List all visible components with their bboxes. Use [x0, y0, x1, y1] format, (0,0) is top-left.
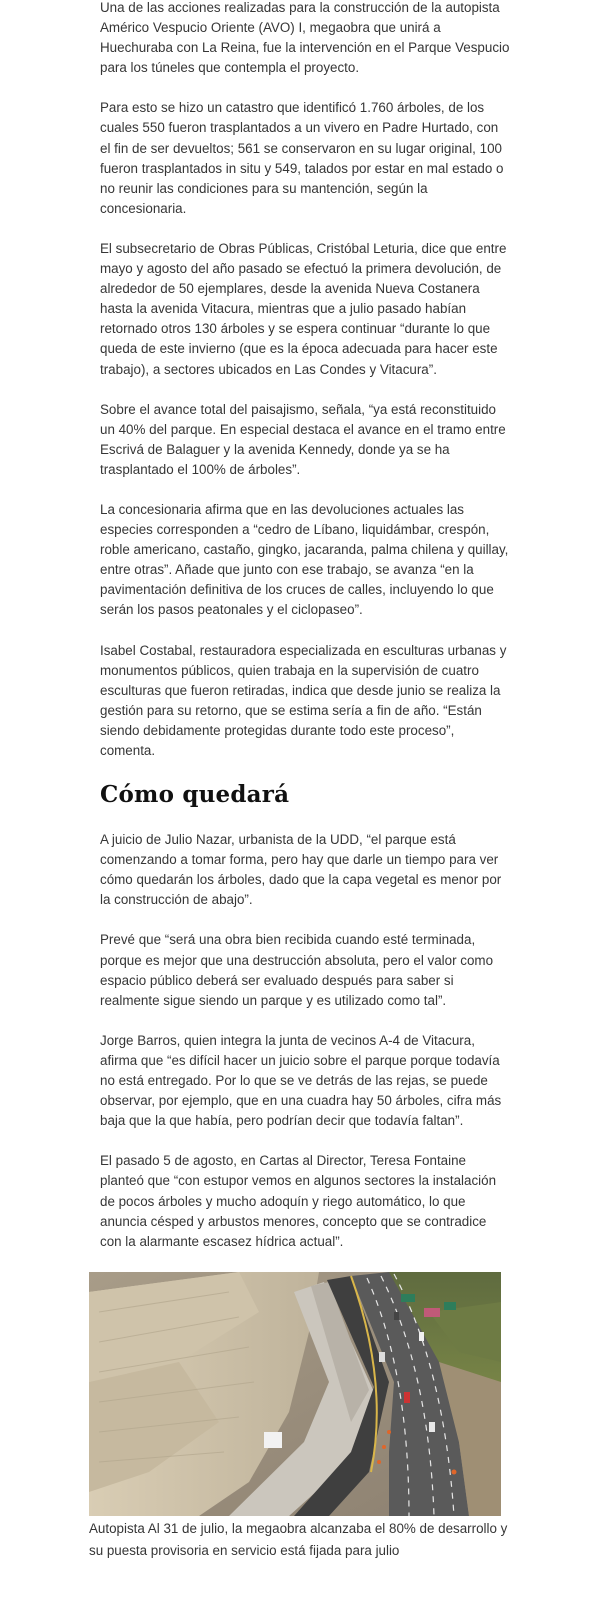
article [89, 0, 514, 1562]
paragraph: Isabel Costabal, restauradora especializada en esculturas urbanas y monumentos públicos, quien trabaja en la supervisión de cuatro esculturas que fueron retiradas, indica que desde junio se realiza la gestión para su retorno, que se estima sería a fin de año. “Están siendo debidamente protegidas durante todo este proceso”, comenta. [100, 642, 507, 758]
paragraph: El pasado 5 de agosto, en Cartas al Director, Teresa Fontaine planteó que “con estupor vemos en algunos sectores la instalación de pocos árboles y mucho adoquín y riego automático, lo que anuncia césped y arbustos menores, concepto que se contradice con la alarmante escasez hídrica actual”. [100, 1153, 497, 1249]
paragraph: Sobre el avance total del paisajismo, señala, “ya está reconstituido un 40% del parque. En especial destaca el avance en el tramo entre Escrivá de Balaguer y la avenida Kennedy, donde ya se ha trasplantado el 100% de árboles”. [100, 401, 506, 477]
paragraph: Prevé que “será una obra bien recibida cuando esté terminada, porque es mejor que una destrucción absoluta, pero el valor como espacio público deberá ser evaluado después para saber si realmente sigue siendo un parque y es utilizado como tal”. [100, 932, 494, 1008]
paragraph: Para esto se hizo un catastro que identificó 1.760 árboles, de los cuales 550 fueron trasplantados a un vivero en Padre Hurtado, con el fin de ser devueltos; 561 se conservaron en su lugar original, 100 fueron trasplantados in situ y 549, talados por estar en mal estado o no reunir las condiciones para su mantención, según la concesionaria. [100, 100, 504, 216]
article-figure [89, 1272, 508, 1562]
paragraph: Una de las acciones realizadas para la construcción de la autopista Américo Vespucio Oriente (AVO) I, megaobra que unirá a Huechuraba con La Reina, fue la intervención en el Parque Vespucio para los túneles que contempla el proyecto. [100, 0, 510, 76]
paragraph: Jorge Barros, quien integra la junta de vecinos A-4 de Vitacura, afirma que “es difícil hacer un juicio sobre el parque porque todavía no está entregado. Por lo que se ve detrás de las rejas, se puede observar, por ejemplo, que en una cuadra hay 50 árboles, cifra más baja que la que había, pero podrían decir que todavía faltan”. [100, 1032, 502, 1129]
highway-construction-photo[interactable] [89, 1272, 501, 1516]
paragraph: El subsecretario de Obras Públicas, Cristóbal Leturia, dice que entre mayo y agosto del año pasado se efectuó la primera devolución, de alrededor de 50 ejemplares, desde la avenida Nueva Costanera hasta la avenida Vitacura, mientras que a julio pasado habían retornado otros 130 árboles y se espera continuar “durante lo que queda de este invierno (que es la época adecuada para hacer este trabajo), a sectores ubicados en Las Condes y Vitacura”. [100, 240, 507, 377]
paragraph: La concesionaria afirma que en las devoluciones actuales las especies corresponden a “cedro de Líbano, liquidámbar, crespón, roble americano, castaño, gingko, jacaranda, palma chilena y quillay, entre otras”. Añade que junto con ese trabajo, se avanza “en la pavimentación definitiva de los cruces de calles, incluyendo lo que serán los pasos peatonales y el ciclopaseo”. [100, 501, 509, 618]
section-heading: Cómo quedará [100, 781, 290, 809]
paragraph: A juicio de Julio Nazar, urbanista de la UDD, “el parque está comenzando a tomar forma, pero hay que darle un tiempo para ver cómo quedarán los árboles, dado que la capa vegetal es menor por la construcción de abajo”. [100, 832, 502, 908]
article-body [96, 0, 510, 1252]
figure-caption: Autopista Al 31 de julio, la megaobra alcanzaba el 80% de desarrollo y su puesta provisoria en servicio está fijada para julio [89, 1520, 508, 1558]
